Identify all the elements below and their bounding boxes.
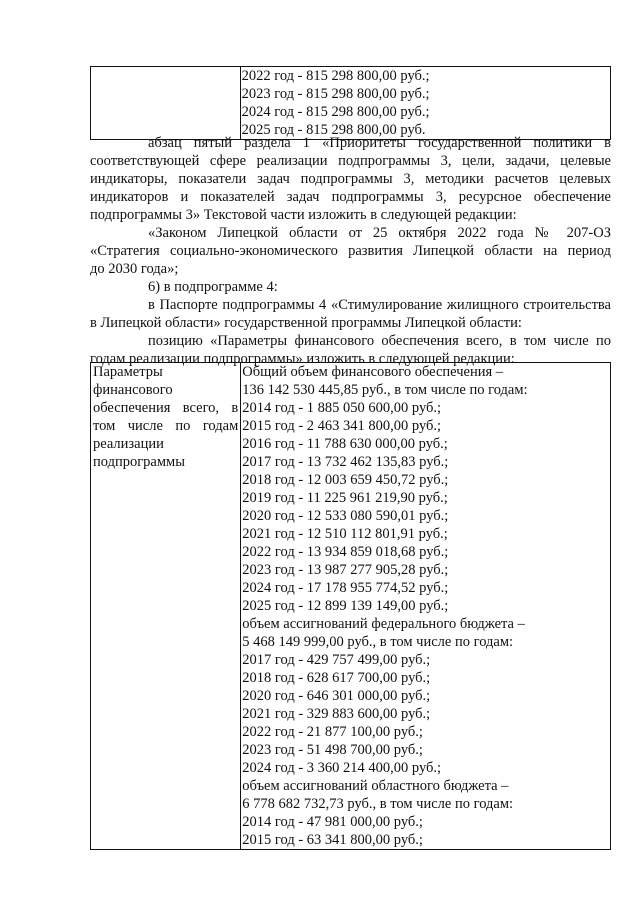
label-line: том числе по годам [93,418,239,434]
finance-line: 2020 год - 12 533 080 590,01 руб.; [242,508,449,524]
paragraph-line: абзац пятый раздела 1 «Приоритеты государственной политики в [148,135,611,151]
paragraph-line: годам реализации подпрограммы» изложить в следующей редакции: [90,351,515,367]
paragraph-line: в Липецкой области» государственной программы Липецкой области: [90,315,522,331]
year-line: 2024 год - 815 298 800,00 руб.; [241,104,430,120]
continued-table-left-cell [91,67,241,140]
finance-line: 2021 год - 12 510 112 801,91 руб.; [242,526,448,542]
parameters-value-cell [241,363,611,850]
finance-line: 2015 год - 2 463 341 800,00 руб.; [242,418,442,434]
finance-line: объем ассигнований областного бюджета – [242,778,509,794]
finance-line: 2023 год - 13 987 277 905,28 руб.; [242,562,449,578]
finance-line: 2021 год - 329 883 600,00 руб.; [242,706,431,722]
paragraph-line: в Паспорте подпрограммы 4 «Стимулирование жилищного строительства [148,297,611,313]
finance-line: 2022 год - 13 934 859 018,68 руб.; [242,544,449,560]
finance-line: 2017 год - 429 757 499,00 руб.; [242,652,431,668]
finance-line: 2024 год - 3 360 214 400,00 руб.; [242,760,442,776]
finance-line: Общий объем финансового обеспечения – [242,364,504,380]
label-line: подпрограммы [93,454,185,470]
finance-line: 5 468 149 999,00 руб., в том числе по годам: [242,634,514,650]
body-text [90,134,611,368]
finance-line: 2018 год - 628 617 700,00 руб.; [242,670,431,686]
label-line: Параметры [93,364,163,380]
finance-line: 2025 год - 12 899 139 149,00 руб.; [242,598,449,614]
finance-line: 2022 год - 21 877 100,00 руб.; [242,724,423,740]
finance-line: 2014 год - 47 981 000,00 руб.; [242,814,423,830]
finance-line: 6 778 682 732,73 руб., в том числе по годам: [242,796,514,812]
finance-line: 2018 год - 12 003 659 450,72 руб.; [242,472,449,488]
paragraph-line: 6) в подпрограмме 4: [148,279,278,295]
continued-table-right-cell [240,67,610,140]
parameters-label-cell [91,363,241,850]
paragraph-line: индикаторов и показателей задач подпрограммы 3, ресурсное обеспечение [90,189,611,205]
finance-line: 2017 год - 13 732 462 135,83 руб.; [242,454,449,470]
label-line: финансового [93,382,173,398]
finance-line: 2024 год - 17 178 955 774,52 руб.; [242,580,449,596]
label-line: реализации [93,436,164,452]
paragraph-line: до 2030 года»; [90,261,179,277]
finance-line: объем ассигнований федерального бюджета – [242,616,525,632]
finance-line: 2015 год - 63 341 800,00 руб.; [242,832,423,848]
finance-line: 2019 год - 11 225 961 219,90 руб.; [242,490,448,506]
finance-parameters-table [90,362,611,850]
year-line: 2023 год - 815 298 800,00 руб.; [241,86,430,102]
paragraph-line: индикаторы, показатели задач подпрограммы 3, методики расчетов целевых [90,171,611,187]
year-line: 2022 год - 815 298 800,00 руб.; [241,68,430,84]
paragraph-line: соответствующей сфере реализации подпрограммы 3, цели, задачи, целевые [90,153,611,169]
finance-line: 136 142 530 445,85 руб., в том числе по годам: [242,382,528,398]
paragraph-line: позицию «Параметры финансового обеспечения всего, в том числе по [148,333,611,349]
label-line: обеспечения всего, в [93,400,239,416]
paragraph-line: «Стратегия социально-экономического развития Липецкой области на период [90,243,611,259]
paragraph-line: подпрограммы 3» Текстовой части изложить в следующей редакции: [90,207,517,223]
finance-line: 2016 год - 11 788 630 000,00 руб.; [242,436,448,452]
year-line: 2025 год - 815 298 800,00 руб. [241,122,426,138]
continued-finance-table [90,66,611,140]
paragraph-line: «Законом Липецкой области от 25 октября 2022 года № 207-ОЗ [148,225,611,241]
finance-line: 2020 год - 646 301 000,00 руб.; [242,688,431,704]
finance-line: 2014 год - 1 885 050 600,00 руб.; [242,400,442,416]
finance-line: 2023 год - 51 498 700,00 руб.; [242,742,423,758]
